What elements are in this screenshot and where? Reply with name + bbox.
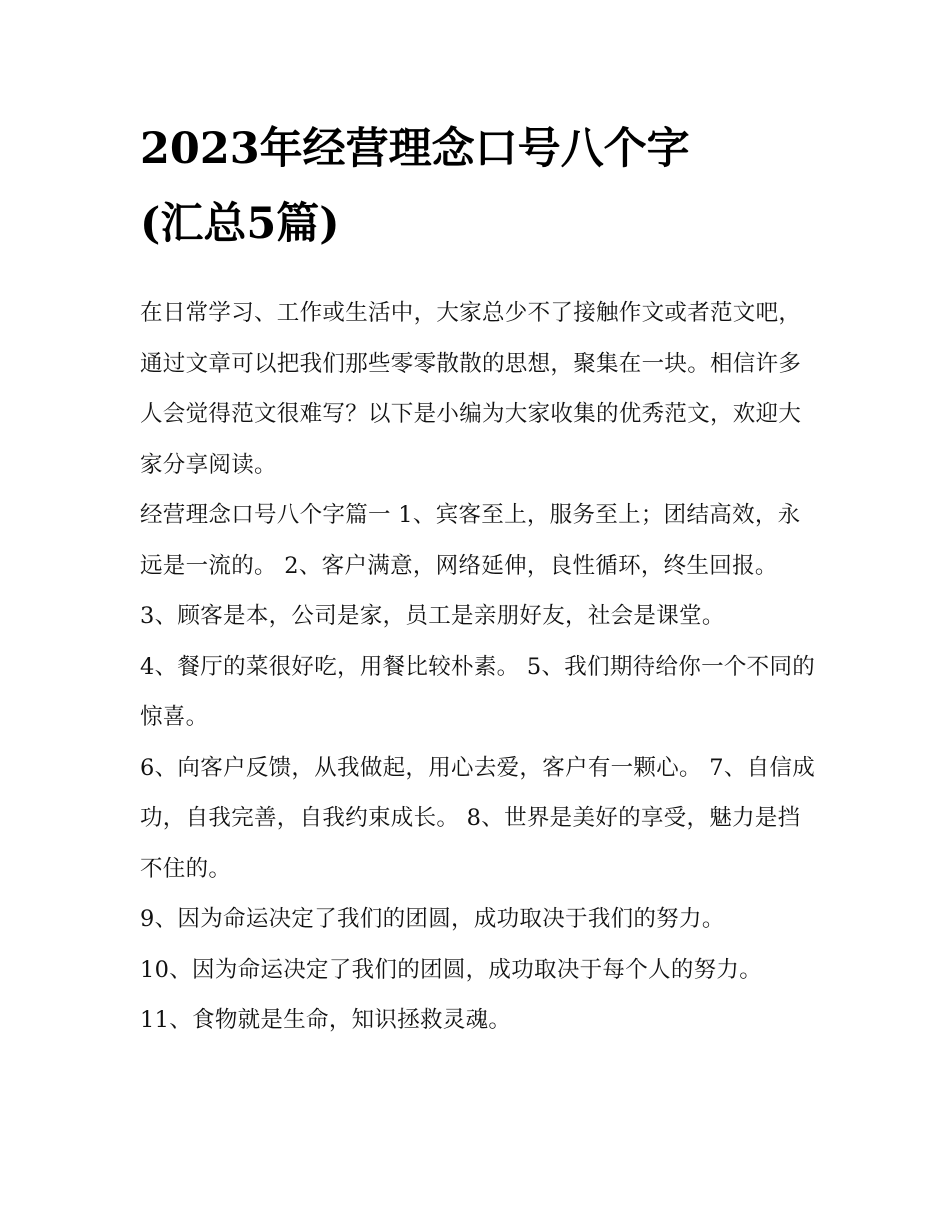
paragraph-7: 11、食物就是生命，知识拯救灵魂。 — [140, 1007, 512, 1033]
paragraph-intro: 在日常学习、工作或生活中，大家总少不了接触作文或者范文吧，通过文章可以把我们那些零零散散的思想，聚集在一块。相信许多人会觉得范文很难写？以下是小编为大家收集的优秀范文，欢迎大家分享阅读。 — [140, 300, 802, 478]
document-body — [140, 288, 820, 1046]
document-title — [140, 112, 820, 262]
paragraph-1: 经营理念口号八个字篇一 1、宾客至上，服务至上；团结高效，永远是一流的。 2、客户满意，网络延伸，良性循环，终生回报。 — [140, 502, 801, 579]
paragraph-2: 3、顾客是本，公司是家，员工是亲朋好友，社会是课堂。 — [140, 603, 725, 629]
paragraph-3: 4、餐厅的菜很好吃，用餐比较朴素。 5、我们期待给你一个不同的惊喜。 — [140, 653, 816, 730]
title-line-2: (汇总5篇) — [140, 199, 340, 249]
paragraph-5: 9、因为命运决定了我们的团圆，成功取决于我们的努力。 — [140, 906, 725, 932]
title-line-1: 2023年经营理念口号八个字 — [140, 124, 690, 174]
paragraph-6: 10、因为命运决定了我们的团圆，成功取决于每个人的努力。 — [140, 956, 763, 983]
paragraph-4: 6、向客户反馈，从我做起，用心去爱，客户有一颗心。 7、自信成功，自我完善，自我约束成长。 8、世界是美好的享受，魅力是挡不住的。 — [140, 754, 816, 882]
document-page — [140, 112, 820, 1046]
